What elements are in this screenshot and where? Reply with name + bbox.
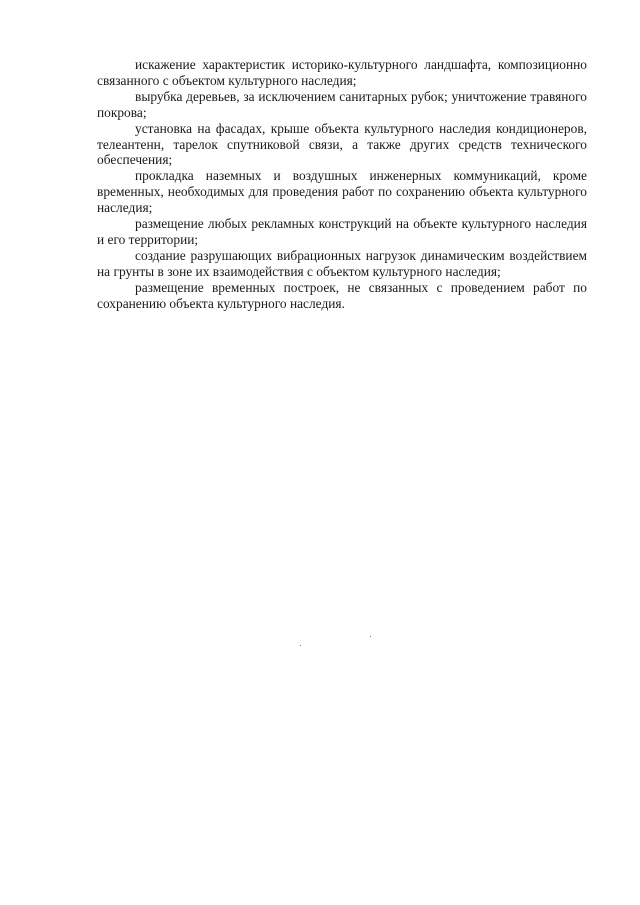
paragraph-temporary-buildings: размещение временных построек, не связанных с проведением работ по сохранению объекта культурного наследия. [97, 279, 587, 311]
document-text [97, 57, 587, 312]
scan-speck [300, 645, 301, 646]
paragraph-tree-felling: вырубка деревьев, за исключением санитарных рубок; уничтожение травяного покрова; [97, 88, 587, 120]
paragraph-utility-lines: прокладка наземных и воздушных инженерных коммуникаций, кроме временных, необходимых для проведения работ по сохранению объекта культурного наследия; [97, 168, 587, 216]
scan-speck [370, 636, 371, 637]
paragraph-landscape-distortion: искажение характеристик историко-культурного ландшафта, композиционно связанного с объектом культурного наследия; [97, 57, 587, 88]
paragraph-vibration-loads: создание разрушающих вибрационных нагрузок динамическим воздействием на грунты в зоне их взаимодействия с объектом культурного наследия; [97, 247, 587, 279]
paragraph-advertising: размещение любых рекламных конструкций на объекте культурного наследия и его территории; [97, 216, 587, 247]
paragraph-facade-equipment: установка на фасадах, крыше объекта культурного наследия кондиционеров, телеантенн, тарелок спутниковой связи, а также других средств технического обеспечения; [97, 120, 587, 168]
